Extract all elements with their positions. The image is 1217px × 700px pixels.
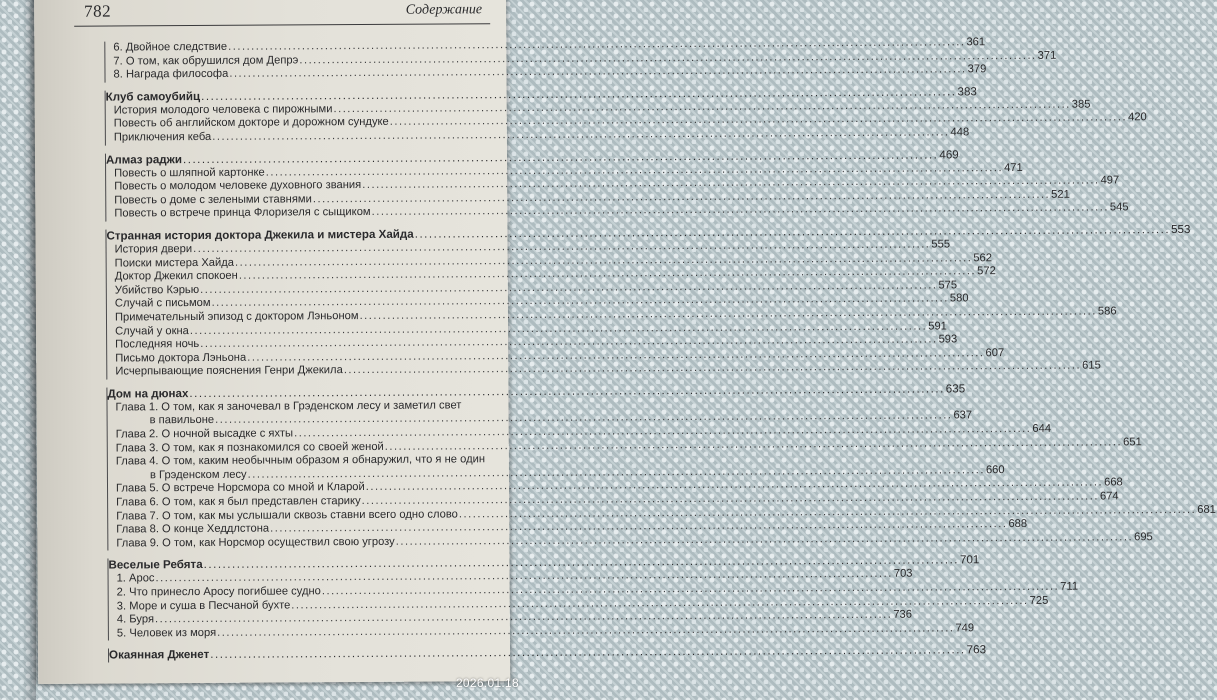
toc-entry: Повесть об английском докторе и дорожном сундуке ..... 420 [114, 116, 481, 132]
toc-entry: Глава 6. О том, как я был представлен старику ..... 674 [116, 494, 483, 510]
toc-entry: 3. Море и суша в Песчаной бухте ..... 725 [117, 598, 484, 614]
toc-entry: 8. Награда философа ..... 379 [113, 66, 480, 82]
section-title: Странная история доктора Джекила и мистера Хайда ..... 553 [106, 227, 481, 243]
toc-section-merry-men [107, 553, 1079, 641]
page-number: 782 [84, 1, 112, 21]
toc-entry: Повесть о доме с зелеными ставнями ..... 521 [114, 192, 481, 208]
toc-section-jekyll-hyde [105, 222, 1191, 379]
toc-entry: Примечательный эпизод с доктором Лэньоном ..... 586 [115, 309, 482, 325]
toc-entry: 2. Что принесло Аросу погибшее судно ..... 711 [117, 584, 484, 600]
toc-entry: Доктор Джекил спокоен ..... 572 [115, 268, 482, 284]
toc-entry: Повесть о встрече принца Флоризеля с сыщиком ..... 545 [114, 206, 481, 222]
section-title: Дом на дюнах ..... 635 [107, 385, 482, 401]
toc-entry: История двери ..... 555 [115, 241, 482, 257]
toc-entry: 6. Двойное следствие ..... 361 [113, 39, 480, 55]
table-of-contents [104, 36, 1216, 663]
toc-entry: 7. О том, как обрушился дом Депрэ ..... 371 [113, 53, 480, 69]
section-title: Клуб самоубийц ..... 383 [106, 88, 481, 104]
toc-entry: Глава 2. О ночной высадке с яхты ..... 644 [116, 426, 483, 442]
toc-entry: Письмо доктора Лэньона ..... 607 [115, 350, 482, 366]
toc-section-rajah-diamond [105, 147, 1129, 222]
section-title: Окаянная Дженет ..... 763 [109, 647, 484, 663]
toc-entry-continuation: в Грэденском лесу ..... 660 [116, 467, 483, 483]
header-rule [74, 23, 490, 27]
section-title: Веселые Ребята ..... 701 [108, 557, 483, 573]
toc-entry: История молодого человека с пирожными ..... 385 [114, 102, 481, 118]
toc-entry: Повесть о молодом человеке духовного звания ..... 497 [114, 178, 481, 194]
toc-entry: Последняя ночь ..... 593 [115, 336, 482, 352]
toc-section-suicide-club [105, 85, 1147, 145]
toc-entry: Исчерпывающие пояснения Генри Джекила ..... 615 [115, 364, 482, 380]
photo-timestamp: 2026.01.18 [455, 676, 519, 690]
toc-entry: Повесть о шляпной картонке ..... 471 [114, 165, 481, 181]
toc-entry: Глава 9. О том, как Норсмор осуществил свою угрозу ..... 695 [116, 535, 483, 551]
running-header-title: Содержание [405, 2, 483, 18]
toc-section-thrawn-janet [108, 643, 987, 663]
toc-entry: Глава 3. О том, как я познакомился со своей женой ..... 651 [116, 440, 483, 456]
section-title: Алмаз раджи ..... 469 [106, 151, 481, 167]
toc-entry: Глава 7. О том, как мы услышали сквозь ставни всего одно слово ..... 681 [116, 508, 483, 524]
toc-entry: Убийство Кэрью ..... 575 [115, 282, 482, 298]
toc-entry-continuation: в павильоне ..... 637 [116, 413, 483, 429]
toc-entry: Глава 4. О том, каким необычным образом я обнаружил, что я не один [115, 453, 486, 468]
toc-entry: 1. Арос ..... 703 [117, 571, 484, 587]
toc-entry: Случай у окна ..... 591 [115, 323, 482, 339]
toc-entry: Глава 8. О конце Хеддлстона ..... 688 [116, 521, 483, 537]
toc-section-pavilion-on-links [106, 382, 1216, 551]
toc-entry: 4. Буря ..... 736 [117, 611, 484, 627]
toc-entry: Случай с письмом ..... 580 [115, 296, 482, 312]
toc-entry: Глава 1. О том, как я заночевал в Грэденском лесу и заметил свет [115, 399, 462, 414]
toc-entry: Приключения кеба ..... 448 [114, 129, 481, 145]
toc-entry: Глава 5. О встрече Норсмора со мной и Кларой ..... 668 [116, 481, 483, 497]
toc-entry: Поиски мистера Хайда ..... 562 [115, 255, 482, 271]
toc-block-top [104, 36, 1057, 82]
toc-entry: 5. Человек из моря ..... 749 [117, 625, 484, 641]
